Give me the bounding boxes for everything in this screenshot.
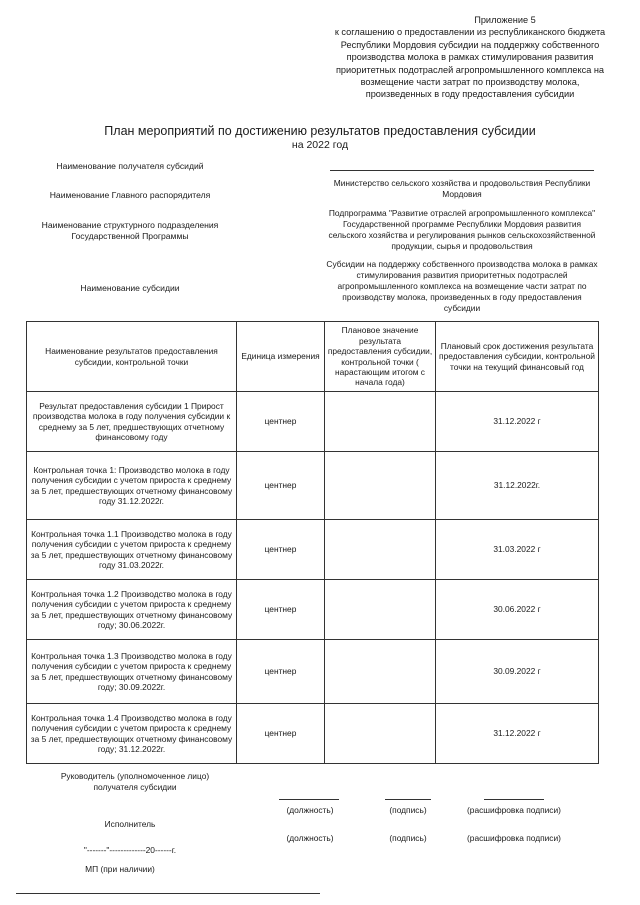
row-plan bbox=[325, 520, 436, 580]
table-row bbox=[27, 640, 599, 704]
row-plan bbox=[325, 392, 436, 452]
table-row bbox=[27, 452, 599, 520]
executor-signature-caption: (подпись) bbox=[389, 833, 427, 843]
row-plan bbox=[325, 452, 436, 520]
row-name: Контрольная точка 1.2 Производство молока в году получения субсидии с учетом прироста к среднему за 5 лет, предшествующих отчетному финансовому году; 30.06.2022г. bbox=[27, 580, 237, 640]
row-unit: центнер bbox=[237, 580, 325, 640]
row-deadline: 31.12.2022г. bbox=[436, 452, 599, 520]
head-position-caption: (должность) bbox=[286, 805, 334, 815]
table-header-row bbox=[27, 322, 599, 392]
row-name: Результат предоставления субсидии 1 Прирост производства молока в году получения субсидии к среднему за 5 лет, предшествующих отчетному финансовому году bbox=[27, 392, 237, 452]
head-position-line bbox=[279, 799, 339, 800]
row-plan bbox=[325, 580, 436, 640]
header-deadline: Плановый срок достижения результата предоставления субсидии, контрольной точки на текущий финансовый год bbox=[436, 322, 599, 392]
row-name: Контрольная точка 1.4 Производство молока в году получения субсидии с учетом прироста к среднему за 5 лет, предшествующих отчетному финансовому году; 31.12.2022г. bbox=[27, 704, 237, 764]
row-deadline: 30.09.2022 г bbox=[436, 640, 599, 704]
head-decryption-line bbox=[484, 799, 544, 800]
table-row bbox=[27, 580, 599, 640]
plan-title: План мероприятий по достижению результатов предоставления субсидии bbox=[104, 124, 536, 138]
row-unit: центнер bbox=[237, 704, 325, 764]
subdivision-label: Наименование структурного подразделения Государственной Программы bbox=[41, 220, 219, 241]
row-plan bbox=[325, 640, 436, 704]
header-plan: Плановое значение результата предоставления субсидии, контрольной точки ( нарастающим итогом с начала года) bbox=[325, 322, 436, 392]
row-unit: центнер bbox=[237, 392, 325, 452]
manager-value: Министерство сельского хозяйства и продовольствия Республики Мордовия bbox=[333, 178, 591, 199]
appendix-text: к соглашению о предоставлении из республиканского бюджета Республики Мордовия субсидии на поддержку собственного производства молока в рамках стимулирования развития приоритетных подотраслей агропромышленного комплекса на возмещение части затрат по производству молока, произведенных в году предоставления субсидии bbox=[334, 27, 606, 100]
table-row bbox=[27, 520, 599, 580]
appendix-title: Приложение 5 bbox=[474, 15, 536, 25]
row-deadline: 31.12.2022 г bbox=[436, 704, 599, 764]
table-row bbox=[27, 392, 599, 452]
subsidy-label: Наименование субсидии bbox=[80, 283, 180, 293]
results-table bbox=[26, 321, 599, 764]
subdivision-value: Подпрограмма "Развитие отраслей агропромышленного комплекса" Государственной программе Республики Мордовия развития сельского хозяйства и регулирования рынков сельскохозяйственной продукции, сырья и продовольствия bbox=[328, 208, 596, 251]
executor-position-caption: (должность) bbox=[286, 833, 334, 843]
table-row bbox=[27, 704, 599, 764]
row-name: Контрольная точка 1.1 Производство молока в году получения субсидии с учетом прироста к среднему за 5 лет, предшествующих отчетному финансовому году 31.03.2022г. bbox=[27, 520, 237, 580]
row-deadline: 31.12.2022 г bbox=[436, 392, 599, 452]
header-unit: Единица измерения bbox=[237, 322, 325, 392]
executor-label: Исполнитель bbox=[104, 819, 156, 829]
head-signature-caption: (подпись) bbox=[389, 805, 427, 815]
row-unit: центнер bbox=[237, 452, 325, 520]
subsidy-value: Субсидии на поддержку собственного производства молока в рамках стимулирования развития приоритетных подотраслей агропромышленного комплекса на возмещение части затрат по производству молока, произведенных в году предоставления субсидии bbox=[326, 259, 598, 313]
row-name: Контрольная точка 1: Производство молока в году получения субсидии с учетом прироста к среднему за 5 лет, предшествующих отчетному финансовому году 31.12.2022г. bbox=[27, 452, 237, 520]
date-line: "-------"-------------20------г. bbox=[83, 845, 177, 855]
recipient-label: Наименование получателя субсидий bbox=[56, 161, 204, 171]
manager-label: Наименование Главного распорядителя bbox=[49, 190, 211, 200]
row-deadline: 31.03.2022 г bbox=[436, 520, 599, 580]
executor-decryption-caption: (расшифровка подписи) bbox=[467, 833, 561, 843]
head-label: Руководитель (уполномоченное лицо) получателя субсидии bbox=[60, 771, 210, 792]
plan-year: на 2022 год bbox=[291, 139, 349, 151]
row-deadline: 30.06.2022 г bbox=[436, 580, 599, 640]
bottom-rule bbox=[16, 893, 320, 894]
head-decryption-caption: (расшифровка подписи) bbox=[467, 805, 561, 815]
row-plan bbox=[325, 704, 436, 764]
row-name: Контрольная точка 1.3 Производство молока в году получения субсидии с учетом прироста к среднему за 5 лет, предшествующих отчетному финансовому году; 30.09.2022г. bbox=[27, 640, 237, 704]
row-unit: центнер bbox=[237, 640, 325, 704]
appendix-header bbox=[330, 14, 610, 101]
header-name: Наименование результатов предоставления субсидии, контрольной точки bbox=[27, 322, 237, 392]
recipient-underline bbox=[330, 170, 594, 171]
row-unit: центнер bbox=[237, 520, 325, 580]
stamp-label: МП (при наличии) bbox=[85, 864, 155, 874]
head-signature-line bbox=[385, 799, 431, 800]
